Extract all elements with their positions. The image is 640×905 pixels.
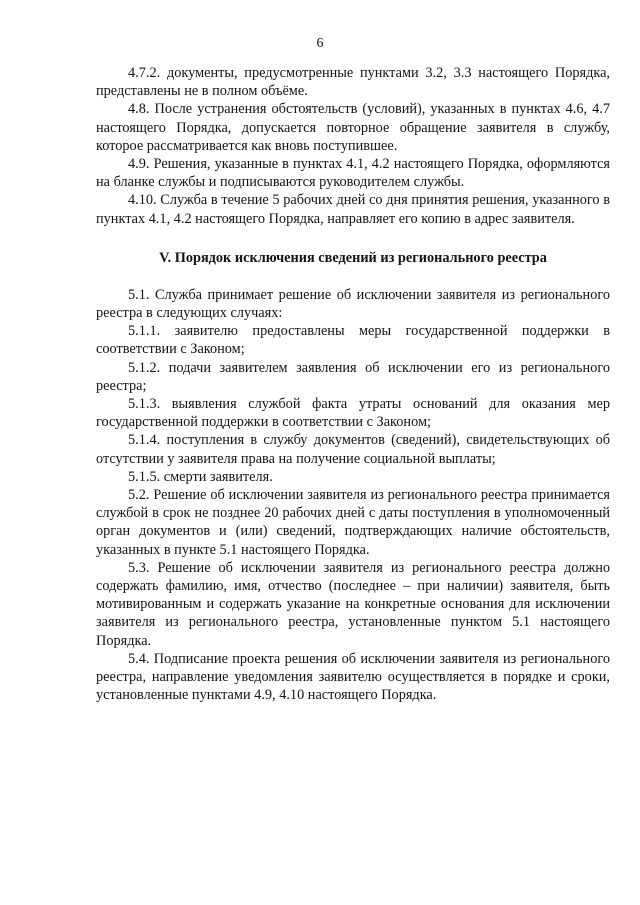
paragraph-number: 5.1.3.	[128, 396, 161, 413]
paragraph-text: После устранения обстоятельств (условий), указанных в пунктах 4.6, 4.7 настоящего Порядка, допускается повторное обращение заявителя в службу, которое рассматривается как вновь поступившее.	[96, 101, 611, 154]
paragraph-number: 5.3.	[128, 559, 150, 576]
section-v	[96, 286, 610, 705]
paragraph-5-3	[96, 559, 610, 650]
paragraph-number: 5.1.	[128, 286, 150, 303]
paragraph-5-1-1	[96, 322, 610, 358]
paragraph-5-1-5	[96, 468, 610, 486]
paragraph-number: 4.8.	[128, 101, 150, 118]
paragraph-5-2	[96, 486, 610, 559]
paragraph-text: Решение об исключении заявителя из регионального реестра должно содержать фамилию, имя, отчество (последнее – при наличии) заявителя, быть мотивированным и содержать указание на конкретные основания для исключении заявителя из регионального реестра, установленные пунктом 5.1 настоящего Порядка.	[96, 559, 610, 649]
paragraph-text: подачи заявителем заявления об исключении его из регионального реестра;	[96, 359, 610, 394]
paragraph-text: Решение об исключении заявителя из регионального реестра принимается службой в срок не позднее 20 рабочих дней с даты поступления в уполномоченный орган документов и (или) сведений, подтверждающих наличие обстоятельств, указанных в пункте 5.1 настоящего Порядка.	[96, 487, 611, 558]
paragraph-5-1-2	[96, 359, 610, 395]
paragraph-5-1-3	[96, 395, 610, 431]
paragraph-4-10	[96, 191, 610, 227]
paragraph-number: 5.1.4.	[128, 432, 161, 449]
paragraph-text: Служба принимает решение об исключении заявителя из регионального реестра в следующих случаях:	[96, 286, 610, 322]
paragraph-number: 5.1.1.	[128, 323, 161, 340]
document-body	[96, 64, 610, 705]
paragraph-text: документы, предусмотренные пунктами 3.2, 3.3 настоящего Порядка, представлены не в полном объёме.	[96, 65, 610, 100]
paragraph-number: 5.4.	[128, 650, 150, 667]
paragraph-text: поступления в службу документов (сведений), свидетельствующих об отсутствии у заявителя права на получение социальной выплаты;	[96, 432, 610, 467]
paragraph-number: 4.10.	[128, 192, 157, 209]
paragraph-4-9	[96, 155, 610, 191]
paragraph-text: Решения, указанные в пунктах 4.1, 4.2 настоящего Порядка, оформляются на бланке службы и подписываются руководителем службы.	[96, 156, 611, 191]
paragraph-number: 5.1.2.	[128, 359, 161, 376]
paragraph-text: выявления службой факта утраты оснований для оказания мер государственной поддержки в соответствии с Законом;	[96, 396, 611, 431]
paragraph-number: 5.1.5.	[128, 468, 161, 485]
paragraph-4-8	[96, 100, 610, 155]
section-heading: V. Порядок исключения сведений из регионального реестра	[159, 249, 547, 266]
paragraph-text: смерти заявителя.	[163, 468, 273, 485]
paragraph-text: Подписание проекта решения об исключении заявителя из регионального реестра, направление уведомления заявителю осуществляется в порядке и сроки, установленные пунктами 4.9, 4.10 настоящего Порядка.	[96, 650, 610, 704]
paragraph-5-1	[96, 286, 610, 322]
paragraph-text: Служба в течение 5 рабочих дней со дня принятия решения, указанного в пунктах 4.1, 4.2 настоящего Порядка, направляет его копию в адрес заявителя.	[96, 192, 610, 227]
paragraph-number: 4.9.	[128, 156, 150, 173]
paragraph-number: 5.2.	[128, 487, 150, 504]
paragraph-text: заявителю предоставлены меры государственной поддержки в соответствии с Законом;	[96, 323, 610, 358]
page-number: 6	[316, 36, 324, 51]
paragraph-number: 4.7.2.	[128, 65, 161, 81]
paragraph-5-4	[96, 650, 610, 705]
paragraph-5-1-4	[96, 431, 610, 467]
section-iv-tail	[96, 64, 610, 228]
paragraph-4-7-2	[96, 64, 610, 100]
